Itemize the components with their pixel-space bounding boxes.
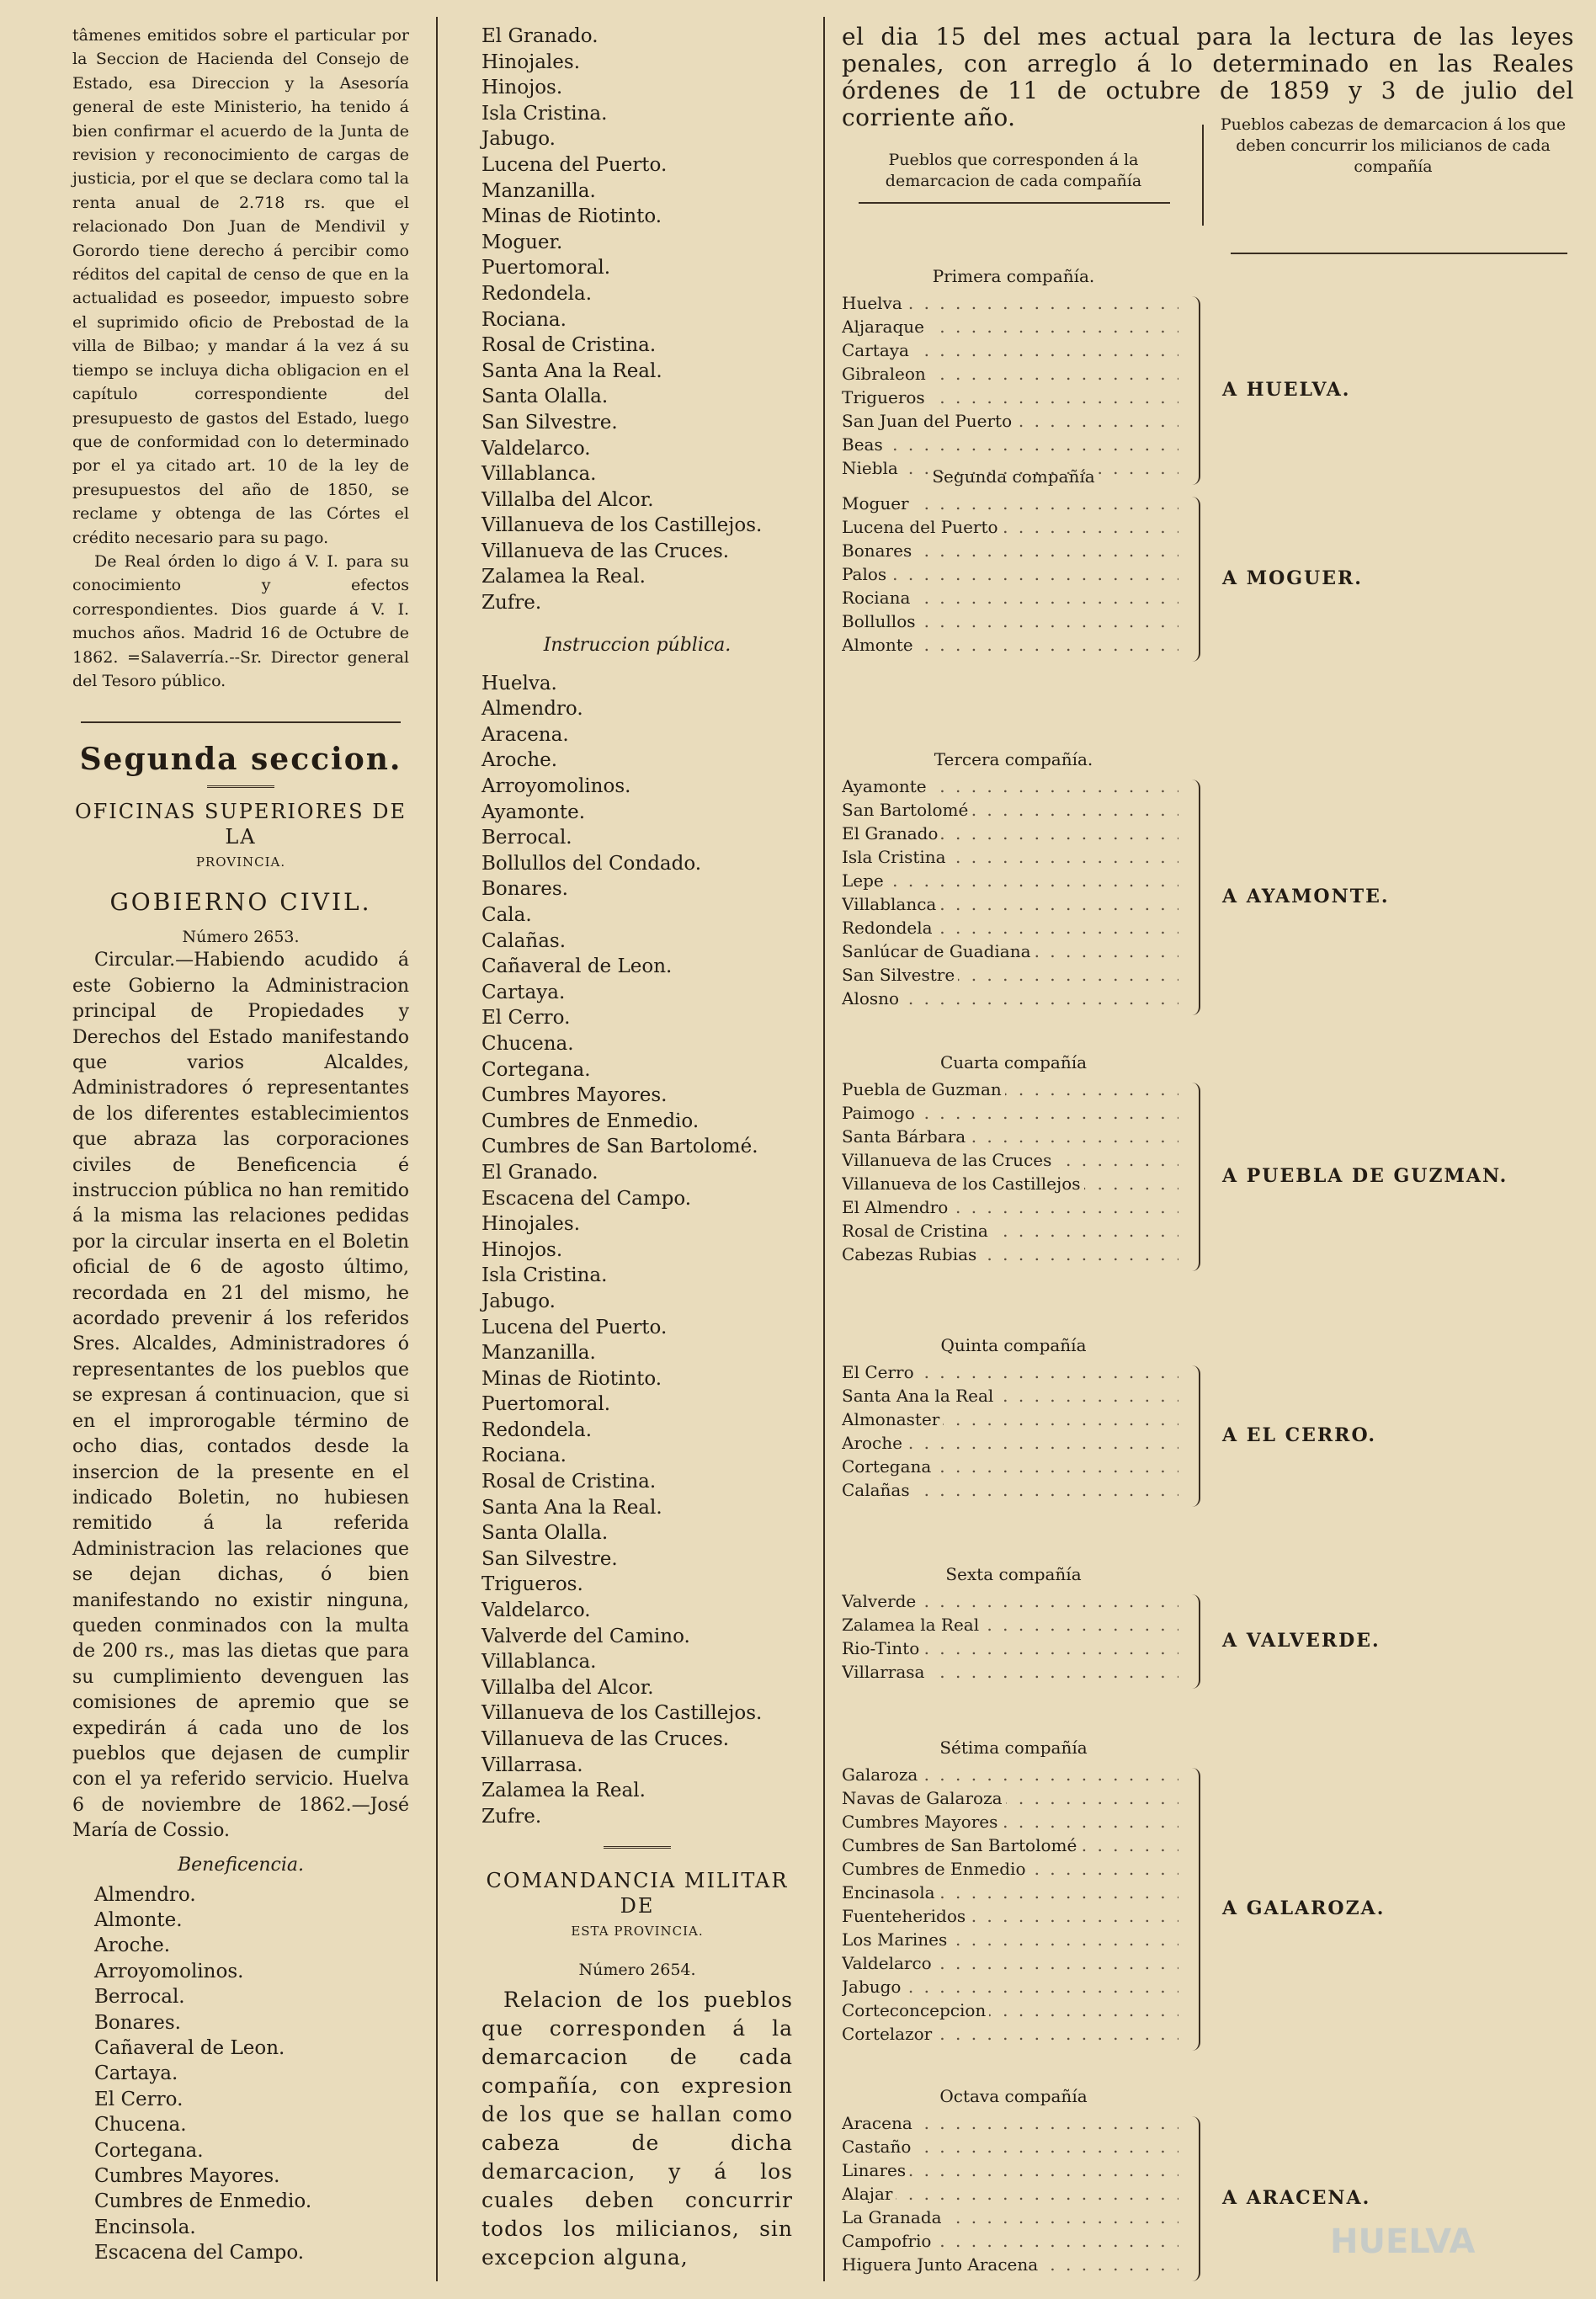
company-town-name: Huelva bbox=[842, 293, 906, 313]
company-town bbox=[842, 2111, 1178, 2135]
company-town bbox=[842, 1636, 1178, 1660]
company-block bbox=[842, 1052, 1574, 1266]
list-item: Zalamea la Real. bbox=[481, 566, 646, 588]
company-town-name: Bollullos bbox=[842, 611, 919, 631]
company-town-name: Zalamea la Real bbox=[842, 1615, 982, 1635]
company-town-name: Cumbres Mayores bbox=[842, 1812, 1001, 1832]
company-town bbox=[842, 633, 1178, 657]
list-item: San Silvestre. bbox=[481, 1547, 618, 1570]
company-town bbox=[842, 939, 1178, 963]
list-item: Aroche. bbox=[481, 749, 558, 772]
company-town bbox=[842, 609, 1178, 633]
list-item: Ayamonte. bbox=[481, 801, 586, 823]
company-town-name: Trigueros bbox=[842, 387, 928, 407]
company-town-name: Gibraleon bbox=[842, 364, 929, 384]
list-item: San Silvestre. bbox=[481, 411, 618, 434]
company-town-name: Puebla de Guzman bbox=[842, 1079, 1005, 1099]
list-item: Puertomoral. bbox=[481, 257, 611, 279]
list-item: Cumbres de Enmedio. bbox=[94, 2190, 312, 2213]
list-item: Valverde del Camino. bbox=[481, 1625, 690, 1647]
company-town-name: Cartaya bbox=[842, 340, 912, 360]
list-item: Encinsola. bbox=[94, 2216, 196, 2238]
company-brace bbox=[1189, 1594, 1200, 1689]
company-head-town: A EL CERRO. bbox=[1222, 1424, 1377, 1446]
double-rule-2 bbox=[604, 1846, 671, 1851]
list-item: Berrocal. bbox=[94, 1986, 185, 2009]
company-head-town: A AYAMONTE. bbox=[1222, 886, 1390, 907]
company-town bbox=[842, 1219, 1178, 1243]
company-town bbox=[842, 1125, 1178, 1148]
company-town-name: Cumbres de San Bartolomé bbox=[842, 1835, 1080, 1855]
company-town bbox=[842, 2135, 1178, 2158]
gobierno-title: GOBIERNO CIVIL. bbox=[109, 888, 372, 917]
list-item: Santa Olalla. bbox=[481, 386, 609, 408]
list-item: Santa Olalla. bbox=[481, 1522, 609, 1545]
list-item: Escacena del Campo. bbox=[481, 1187, 692, 1210]
list-item: Almonte. bbox=[94, 1909, 183, 1931]
company-town bbox=[842, 1078, 1178, 1101]
company-town bbox=[842, 1786, 1178, 1810]
list-item: Chucena. bbox=[94, 2114, 187, 2137]
list-item: Rociana. bbox=[481, 1445, 567, 1467]
list-item: El Granado. bbox=[481, 1161, 598, 1184]
company-title: Cuarta compañía bbox=[939, 1052, 1088, 1072]
company-brace bbox=[1189, 1083, 1200, 1271]
double-rule bbox=[207, 785, 274, 790]
comandancia-number: Número 2654. bbox=[578, 1961, 696, 1980]
intro-paragraph: tâmenes emitidos sobre el particular por la Seccion de Hacienda del Consejo de Estado, esa Direccion y la Asesoría general de este Ministerio, ha tenido á bien confirmar el acuerdo de la Junta de revision y reconocimiento de cargas de justicia, por el que se declara como tal la renta anual de 2.718 rs. que el relacionado Don Juan de Mendivil y Gorordo tiene derecho á percibir como réditos del capital de censo de que en la actualidad es poseedor, impuesto sobre el suprimido oficio de Prebostad de la villa de Bilbao; y mandar á la vez á su tiempo se incluya dicha obligacion en el capítulo correspondiente del presupuesto de gastos del Estado, luego que de conformidad con lo determinado por el ya citado art. 10 de la ley de presupuestos del año de 1850, se reclame y obtenga de las Córtes el crédito necesario para su pago. bbox=[72, 26, 409, 547]
list-item: Cala. bbox=[481, 904, 532, 926]
column-3 bbox=[842, 23, 1574, 2275]
company-town bbox=[842, 539, 1178, 562]
list-item: El Granado. bbox=[481, 25, 598, 47]
company-town-name: San Bartolomé bbox=[842, 800, 971, 820]
list-item: El Cerro. bbox=[481, 1007, 571, 1030]
divider bbox=[81, 721, 401, 723]
list-item: Manzanilla. bbox=[481, 1342, 596, 1365]
company-town bbox=[842, 562, 1178, 586]
company-town bbox=[842, 1455, 1178, 1478]
company-town-name: Aracena bbox=[842, 2113, 916, 2133]
list-item: Almendro. bbox=[481, 698, 583, 721]
company-town-name: Paimogo bbox=[842, 1103, 918, 1123]
company-block bbox=[842, 266, 1574, 480]
company-town-name: Alosno bbox=[842, 988, 902, 1008]
company-town bbox=[842, 1172, 1178, 1195]
list-item: Hinojos. bbox=[481, 77, 563, 99]
company-town bbox=[842, 1613, 1178, 1636]
list-item: Escacena del Campo. bbox=[94, 2242, 305, 2264]
list-item: Aracena. bbox=[481, 723, 569, 746]
company-town bbox=[842, 2022, 1178, 2046]
company-town bbox=[842, 822, 1178, 845]
company-town-name: Santa Ana la Real bbox=[842, 1386, 997, 1406]
list-item: Rosal de Cristina. bbox=[481, 334, 657, 357]
company-town-name: Valverde bbox=[842, 1591, 919, 1611]
company-town bbox=[842, 1810, 1178, 1833]
list-item: Cumbres de Enmedio. bbox=[481, 1110, 700, 1132]
list-item: Hinojales. bbox=[481, 51, 580, 73]
company-town-name: Beas bbox=[842, 434, 886, 455]
table-header-rule-right bbox=[1231, 253, 1567, 254]
company-town bbox=[842, 1384, 1178, 1408]
company-town-name: Rociana bbox=[842, 588, 913, 608]
list-item: Santa Ana la Real. bbox=[481, 1496, 662, 1519]
company-town-name: Moguer bbox=[842, 493, 912, 514]
column-rule-2 bbox=[823, 17, 825, 2281]
company-town-name: Sanlúcar de Guadiana bbox=[842, 941, 1035, 961]
company-town-name: Lepe bbox=[842, 870, 887, 891]
company-town bbox=[842, 1833, 1178, 1857]
company-town bbox=[842, 1904, 1178, 1928]
relacion-text: Relacion de los pueblos que corresponden á la demarcacion de cada compañía, con expresion de los que se hallan como cabeza de dicha demarcacion, y á los cuales deben concurrir todos los milicianos, sin excepcion alguna, bbox=[481, 1988, 793, 2270]
list-item: Bonares. bbox=[481, 878, 568, 901]
list-item: Cartaya. bbox=[94, 2062, 178, 2085]
company-town-name: Rio-Tinto bbox=[842, 1638, 923, 1658]
table-vertical-rule bbox=[1202, 125, 1204, 226]
company-town-name: Encinasola bbox=[842, 1882, 939, 1903]
company-town-name: Castaño bbox=[842, 2137, 914, 2157]
company-title: Octava compañía bbox=[939, 2086, 1088, 2106]
company-title: Tercera compañía. bbox=[934, 749, 1093, 769]
company-town bbox=[842, 987, 1178, 1010]
company-town-name: Niebla bbox=[842, 458, 902, 478]
company-town bbox=[842, 586, 1178, 609]
company-town bbox=[842, 433, 1178, 456]
list-item: Chucena. bbox=[481, 1032, 574, 1055]
company-block bbox=[842, 1738, 1574, 2046]
company-brace bbox=[1189, 296, 1200, 485]
company-town-name: Almonte bbox=[842, 635, 917, 655]
company-town-name: El Cerro bbox=[842, 1362, 918, 1382]
list-item: Calañas. bbox=[481, 929, 567, 952]
list-item: Villablanca. bbox=[481, 463, 597, 486]
company-town-name: Los Marines bbox=[842, 1929, 950, 1950]
company-town bbox=[842, 1195, 1178, 1219]
company-town-name: San Silvestre bbox=[842, 965, 958, 985]
list-item: El Cerro. bbox=[94, 2088, 184, 2110]
list-item: Villanueva de las Cruces. bbox=[481, 1728, 730, 1750]
company-block bbox=[842, 749, 1574, 1010]
company-town-name: Alajar bbox=[842, 2184, 896, 2204]
company-town-name: Jabugo bbox=[842, 1977, 904, 1997]
company-town-name: Valdelarco bbox=[842, 1953, 935, 1973]
list-item: Villanueva de los Castillejos. bbox=[481, 1702, 763, 1725]
circular-number: Número 2653. bbox=[182, 928, 300, 947]
list-item: Berrocal. bbox=[481, 827, 572, 849]
company-town-name: Campofrio bbox=[842, 2231, 934, 2251]
list-item: Villanueva de las Cruces. bbox=[481, 540, 730, 562]
company-town bbox=[842, 2229, 1178, 2253]
company-town bbox=[842, 798, 1178, 822]
list-item: Cortegana. bbox=[481, 1058, 591, 1081]
beneficencia-list bbox=[72, 1882, 409, 2266]
list-item: Arroyomolinos. bbox=[94, 1960, 244, 1982]
company-town-name: Villarrasa bbox=[842, 1662, 928, 1682]
company-head-town: A VALVERDE. bbox=[1222, 1630, 1381, 1652]
list-item: Aroche. bbox=[94, 1934, 171, 1957]
list-item: Rociana. bbox=[481, 308, 567, 331]
company-town-name: Isla Cristina bbox=[842, 847, 950, 867]
list-item: Almendro. bbox=[94, 1883, 196, 1906]
company-town-name: Fuenteheridos bbox=[842, 1906, 969, 1926]
list-item: Arroyomolinos. bbox=[481, 775, 631, 798]
list-item: Villarrasa. bbox=[481, 1754, 583, 1776]
company-town bbox=[842, 386, 1178, 409]
company-town bbox=[842, 1951, 1178, 1975]
company-brace bbox=[1189, 780, 1200, 1015]
library-watermark: HUELVA bbox=[1330, 2222, 1476, 2261]
company-block bbox=[842, 1335, 1574, 1502]
company-town bbox=[842, 338, 1178, 362]
company-town bbox=[842, 2158, 1178, 2182]
company-town bbox=[842, 1928, 1178, 1951]
comandancia-title-text: COMANDANCIA MILITAR DE bbox=[486, 1869, 789, 1918]
town-list-a bbox=[481, 24, 793, 616]
list-item: Villalba del Alcor. bbox=[481, 488, 654, 511]
company-town-name: Navas de Galaroza bbox=[842, 1788, 1006, 1808]
list-item: Villablanca. bbox=[481, 1651, 597, 1674]
list-item: Cortegana. bbox=[94, 2139, 204, 2162]
list-item: Valdelarco. bbox=[481, 437, 591, 460]
list-item: Trigueros. bbox=[481, 1573, 583, 1596]
company-town-name: Cabezas Rubias bbox=[842, 1244, 980, 1264]
list-item: Jabugo. bbox=[481, 128, 556, 151]
company-block bbox=[842, 1564, 1574, 1684]
company-town-name: Higuera Junto Aracena bbox=[842, 2254, 1041, 2275]
order-paragraph: De Real órden lo digo á V. I. para su conocimiento y efectos correspondientes. Dios guarde á V. I. muchos años. Madrid 16 de Octubre de 1862. =Salaverría.--Sr. Director general del Tesoro público. bbox=[72, 551, 409, 690]
company-town-name: Redondela bbox=[842, 918, 936, 938]
company-town bbox=[842, 845, 1178, 869]
list-item: Cumbres Mayores. bbox=[481, 1084, 668, 1107]
company-town bbox=[842, 774, 1178, 798]
company-town bbox=[842, 1881, 1178, 1904]
list-item: Cumbres de San Bartolomé. bbox=[481, 1136, 758, 1158]
company-town-name: El Granado bbox=[842, 823, 941, 843]
list-item: Jabugo. bbox=[481, 1290, 556, 1312]
company-town bbox=[842, 2182, 1178, 2206]
list-item: Puertomoral. bbox=[481, 1393, 611, 1416]
table-header-right: Pueblos cabezas de demarcacion á los que deben concurrir los milicianos de cada compañía bbox=[1220, 115, 1567, 176]
list-item: Minas de Riotinto. bbox=[481, 205, 662, 228]
company-town bbox=[842, 1101, 1178, 1125]
company-town-name: Galaroza bbox=[842, 1764, 921, 1785]
list-item: Redondela. bbox=[481, 282, 593, 305]
company-brace bbox=[1189, 497, 1200, 662]
town-list-b bbox=[481, 671, 793, 1830]
list-item: Manzanilla. bbox=[481, 179, 596, 202]
company-town bbox=[842, 1660, 1178, 1684]
company-town bbox=[842, 492, 1178, 515]
company-head-town: A MOGUER. bbox=[1222, 567, 1363, 589]
office-title bbox=[72, 799, 409, 875]
company-town-name: Cortegana bbox=[842, 1456, 934, 1477]
company-town-name: Almonaster bbox=[842, 1409, 943, 1429]
list-item: Cumbres Mayores. bbox=[94, 2165, 280, 2188]
column-1 bbox=[72, 24, 409, 2266]
company-town bbox=[842, 362, 1178, 386]
company-town-name: Linares bbox=[842, 2160, 909, 2180]
company-town-name: Palos bbox=[842, 564, 890, 584]
company-town-name: La Granada bbox=[842, 2207, 945, 2227]
list-item: Rosal de Cristina. bbox=[481, 1471, 657, 1493]
circular-text: Circular.—Habiendo acudido á este Gobierno la Administracion principal de Propiedades y Derechos del Estado manifestando que varios Alcaldes, Administradores ó representantes de los diferentes establecimientos que abraza las corporaciones civiles de Beneficencia é instruccion pública no han remitido á la misma las relaciones pedidas por la circular inserta en el Boletin oficial de 6 de agosto último, recordada en 21 del mismo, he acordado prevenir á los referidos Sres. Alcaldes, Administradores ó representantes de los pueblos que se expresan á continuacion, que si en el improrogable término de ocho dias, contados desde la insercion de la presente en el indicado Boletin, no hubiesen remitido á la referida Administracion las relaciones que se dejan dichas, ó bien manifestando no existir ninguna, queden conminados con la multa de 200 rs., mas las dietas que para su cumplimiento devenguen las comisiones de apremio que se expedirán á cada uno de los pueblos que dejasen de cumplir con el ya referido servicio. Huelva 6 de noviembre de 1862.—José María de Cossio. bbox=[72, 950, 409, 1842]
company-town bbox=[842, 1408, 1178, 1431]
company-town bbox=[842, 1360, 1178, 1384]
company-head-town: A GALAROZA. bbox=[1222, 1897, 1386, 1919]
company-town bbox=[842, 409, 1178, 433]
company-town bbox=[842, 963, 1178, 987]
company-title: Segunda compañía bbox=[932, 466, 1095, 487]
list-item: Hinojales. bbox=[481, 1213, 580, 1236]
company-town bbox=[842, 1589, 1178, 1613]
company-town-name: Rosal de Cristina bbox=[842, 1221, 992, 1241]
company-title: Sétima compañía bbox=[939, 1738, 1088, 1758]
beneficencia-title: Beneficencia. bbox=[177, 1854, 305, 1876]
top-paragraph: el dia 15 del mes actual para la lectura de las leyes penales, con arreglo á lo determinado en las Reales órdenes de 11 de octubre de 1859 y 3 de julio del corriente año. bbox=[842, 23, 1574, 131]
table-header-left: Pueblos que corresponden á la demarcacion de cada compañía bbox=[885, 151, 1142, 190]
company-head-town: A HUELVA. bbox=[1222, 379, 1351, 401]
company-town-name: Corteconcepcion bbox=[842, 2000, 989, 2020]
list-item: Zufre. bbox=[481, 1805, 542, 1828]
list-item: Bollullos del Condado. bbox=[481, 852, 702, 875]
company-town bbox=[842, 1975, 1178, 1998]
company-town bbox=[842, 1478, 1178, 1502]
company-town-name: El Almendro bbox=[842, 1197, 951, 1217]
list-item: Zufre. bbox=[481, 592, 542, 615]
company-town bbox=[842, 1431, 1178, 1455]
company-town-name: Lucena del Puerto bbox=[842, 517, 1002, 537]
list-item: Minas de Riotinto. bbox=[481, 1367, 662, 1390]
company-title: Primera compañía. bbox=[932, 266, 1095, 286]
company-town bbox=[842, 315, 1178, 338]
company-head-town: A ARACENA. bbox=[1222, 2187, 1371, 2209]
list-item: Isla Cristina. bbox=[481, 1264, 608, 1287]
list-item: Isla Cristina. bbox=[481, 102, 608, 125]
company-town-name: San Juan del Puerto bbox=[842, 411, 1015, 431]
company-town-name: Villanueva de las Cruces bbox=[842, 1150, 1055, 1170]
comandancia-subtitle: ESTA PROVINCIA. bbox=[571, 1924, 704, 1940]
instruccion-title: Instruccion pública. bbox=[543, 634, 732, 656]
company-town bbox=[842, 2253, 1178, 2276]
company-block bbox=[842, 466, 1574, 657]
list-item: Cartaya. bbox=[481, 981, 566, 1003]
list-item: Bonares. bbox=[94, 2011, 181, 2034]
company-town-name: Villablanca bbox=[842, 894, 939, 914]
list-item: Valdelarco. bbox=[481, 1599, 591, 1622]
company-title: Quinta compañía bbox=[940, 1335, 1087, 1355]
column-2 bbox=[481, 24, 793, 2272]
company-town bbox=[842, 869, 1178, 892]
list-item: Huelva. bbox=[481, 672, 557, 694]
company-town bbox=[842, 1148, 1178, 1172]
list-item: Zalamea la Real. bbox=[481, 1780, 646, 1802]
list-item: Cañaveral de Leon. bbox=[94, 2037, 285, 2060]
company-town bbox=[842, 1998, 1178, 2022]
list-item: Villanueva de los Castillejos. bbox=[481, 514, 763, 537]
list-item: Cañaveral de Leon. bbox=[481, 955, 673, 978]
company-town-name: Aroche bbox=[842, 1433, 906, 1453]
company-town bbox=[842, 2206, 1178, 2229]
company-head-town: A PUEBLA DE GUZMAN. bbox=[1222, 1165, 1508, 1187]
company-town-name: Bonares bbox=[842, 540, 915, 561]
section-title: Segunda seccion. bbox=[79, 742, 402, 778]
company-town-name: Calañas bbox=[842, 1480, 913, 1500]
company-title: Sexta compañía bbox=[945, 1564, 1082, 1584]
company-town bbox=[842, 892, 1178, 916]
list-item: Redondela. bbox=[481, 1418, 593, 1441]
list-item: Villalba del Alcor. bbox=[481, 1676, 654, 1699]
company-town-name: Santa Bárbara bbox=[842, 1126, 969, 1147]
company-town bbox=[842, 515, 1178, 539]
company-town-name: Cortelazor bbox=[842, 2024, 935, 2044]
company-town-name: Ayamonte bbox=[842, 776, 930, 796]
column-rule-1 bbox=[436, 17, 438, 2281]
company-town bbox=[842, 1243, 1178, 1266]
company-brace bbox=[1189, 2116, 1200, 2281]
company-town-name: Villanueva de los Castillejos bbox=[842, 1173, 1084, 1194]
list-item: Lucena del Puerto. bbox=[481, 153, 668, 176]
list-item: Santa Ana la Real. bbox=[481, 359, 662, 382]
office-title-text: OFICINAS SUPERIORES DE LA bbox=[74, 800, 407, 849]
company-town-name: Aljaraque bbox=[842, 317, 928, 337]
company-town bbox=[842, 1763, 1178, 1786]
comandancia-title bbox=[481, 1868, 793, 1944]
table-header-rule-left bbox=[859, 202, 1170, 204]
company-town bbox=[842, 916, 1178, 939]
company-town bbox=[842, 1857, 1178, 1881]
company-brace bbox=[1189, 1768, 1200, 2051]
list-item: Lucena del Puerto. bbox=[481, 1316, 668, 1338]
company-town-name: Cumbres de Enmedio bbox=[842, 1859, 1029, 1879]
company-brace bbox=[1189, 1365, 1200, 1507]
list-item: Moguer. bbox=[481, 231, 563, 253]
company-town bbox=[842, 291, 1178, 315]
office-subtitle: PROVINCIA. bbox=[195, 854, 286, 870]
list-item: Hinojos. bbox=[481, 1238, 563, 1261]
